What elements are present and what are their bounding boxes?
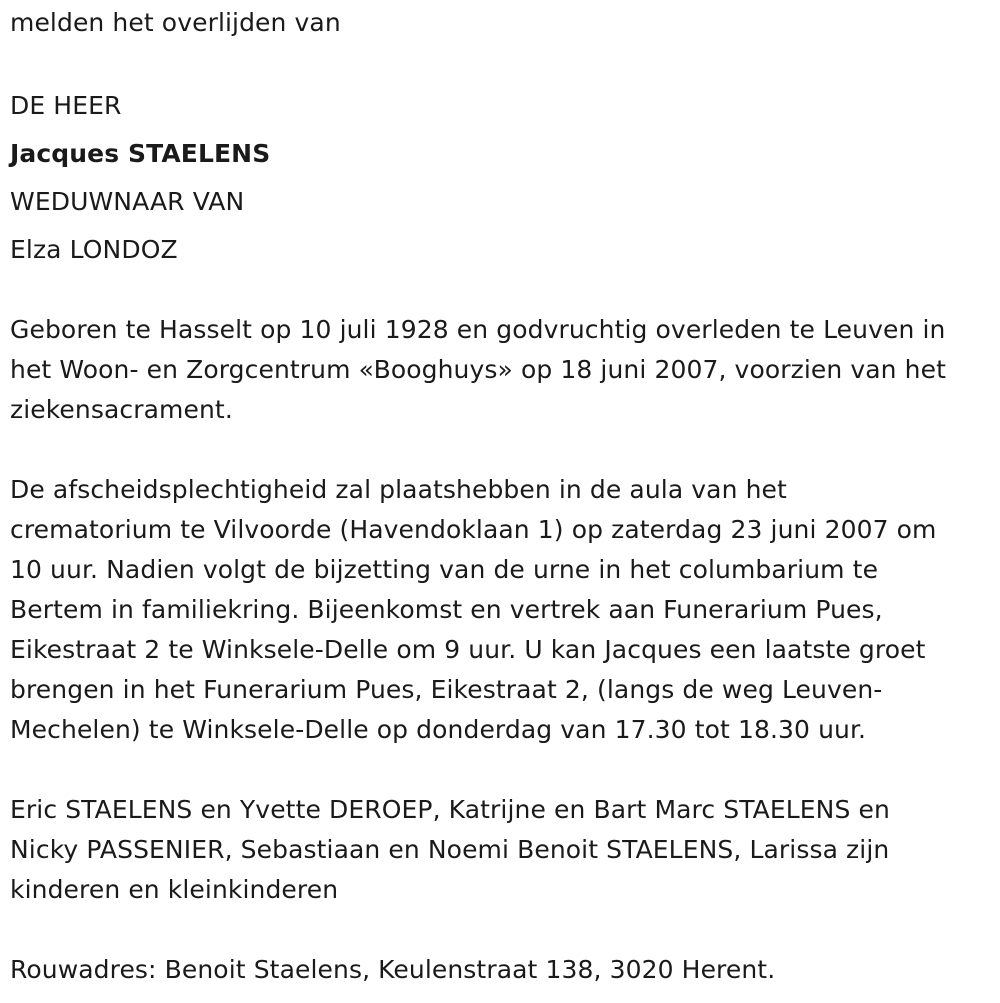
family-paragraph: [10, 790, 994, 910]
paragraph-line: Geboren te Hasselt op 10 juli 1928 en godvruchtig overleden te Leuven in: [10, 315, 946, 344]
deceased-name: Jacques STAELENS: [10, 139, 271, 168]
paragraph-line: brengen in het Funerarium Pues, Eikestraat 2, (langs de weg Leuven-: [10, 675, 883, 704]
paragraph-line: Eric STAELENS en Yvette DEROEP, Katrijne en Bart Marc STAELENS en: [10, 795, 890, 824]
paragraph-line: Eikestraat 2 te Winksele-Delle om 9 uur. U kan Jacques een laatste groet: [10, 635, 926, 664]
relation-label: WEDUWNAAR VAN: [10, 187, 245, 216]
title-prefix: DE HEER: [10, 91, 122, 120]
paragraph-line: crematorium te Vilvoorde (Havendoklaan 1) op zaterdag 23 juni 2007 om: [10, 515, 937, 544]
paragraph-line: Rouwadres: Benoit Staelens, Keulenstraat 138, 3020 Herent.: [10, 955, 776, 984]
paragraph-line: ziekensacrament.: [10, 395, 233, 424]
intro-text: melden het overlijden van: [10, 8, 341, 37]
paragraph-line: 10 uur. Nadien volgt de bijzetting van de urne in het columbarium te: [10, 555, 879, 584]
address-paragraph: [10, 950, 994, 990]
spouse-name: Elza LONDOZ: [10, 235, 178, 264]
birth-death-paragraph: [10, 310, 994, 430]
paragraph-line: Nicky PASSENIER, Sebastiaan en Noemi Benoit STAELENS, Larissa zijn: [10, 835, 890, 864]
funeral-paragraph: [10, 470, 994, 750]
paragraph-line: De afscheidsplechtigheid zal plaatshebben in de aula van het: [10, 475, 787, 504]
paragraph-line: Bertem in familiekring. Bijeenkomst en vertrek aan Funerarium Pues,: [10, 595, 883, 624]
paragraph-line: Mechelen) te Winksele-Delle op donderdag van 17.30 tot 18.30 uur.: [10, 715, 867, 744]
paragraph-line: kinderen en kleinkinderen: [10, 875, 339, 904]
paragraph-line: het Woon- en Zorgcentrum «Booghuys» op 18 juni 2007, voorzien van het: [10, 355, 947, 384]
